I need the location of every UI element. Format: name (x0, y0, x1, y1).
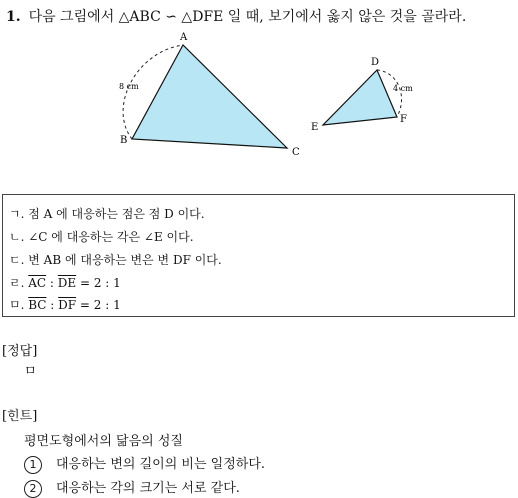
triangle-dfe (323, 70, 397, 125)
triangle-abc (132, 45, 287, 148)
answer-label: [정답] (2, 344, 38, 359)
choice-item (9, 228, 194, 245)
choice-text: ∠C 에 대응하는 각은 ∠E 이다. (28, 230, 194, 244)
label-e: E (311, 122, 319, 133)
label-f: F (400, 114, 407, 125)
hint-text: 대응하는 각의 크기는 서로 같다. (56, 481, 240, 496)
choice-item (9, 251, 222, 268)
answer-value: ㅁ (24, 364, 37, 379)
segment-df: $\overline{DF}$ (58, 298, 77, 312)
choice-mark: ㄴ. (9, 230, 25, 244)
choice-text: 점 A 에 대응하는 점은 점 D 이다. (28, 207, 205, 221)
choice-item (9, 205, 205, 222)
choice-mark: ㄷ. (9, 253, 25, 267)
choice-item (9, 296, 121, 313)
question-number: 1. (6, 9, 21, 25)
label-c: C (292, 147, 300, 158)
question-text: 다음 그림에서 △ABC ∽ △DFE 일 때, 보기에서 옳지 않은 것을 골라라. (28, 9, 467, 25)
hint-label: [힌트] (2, 409, 38, 424)
choice-mark: ㅁ. (9, 298, 25, 312)
circled-number: 1 (24, 456, 42, 474)
label-d: D (371, 57, 380, 68)
ratio-tail: = 2 : 1 (76, 276, 121, 290)
choices-box (2, 194, 515, 317)
segment-bc: $\overline{BC}$ (28, 298, 47, 312)
choice-mark: ㄹ. (9, 276, 25, 290)
label-b: B (120, 135, 128, 146)
segment-de: $\overline{DE}$ (57, 276, 77, 290)
ratio-tail: = 2 : 1 (76, 298, 121, 312)
ratio-sep: : (46, 276, 58, 290)
ratio-sep: : (46, 298, 59, 312)
side-label-ab: 8 cm (119, 82, 139, 91)
circled-number: 2 (24, 480, 42, 498)
label-a: A (180, 32, 188, 43)
side-label-df: 4 cm (393, 84, 413, 93)
choice-text: 변 AB 에 대응하는 변은 변 DF 이다. (28, 253, 222, 267)
choice-mark: ㄱ. (9, 207, 25, 221)
similar-triangles-figure (0, 0, 518, 194)
choice-item (9, 274, 121, 291)
segment-ac: $\overline{AC}$ (28, 276, 47, 290)
hint-item (24, 477, 240, 498)
hint-title: 평면도형에서의 닮음의 성질 (24, 434, 183, 449)
hint-item (24, 453, 265, 474)
hint-text: 대응하는 변의 길이의 비는 일정하다. (56, 457, 266, 472)
